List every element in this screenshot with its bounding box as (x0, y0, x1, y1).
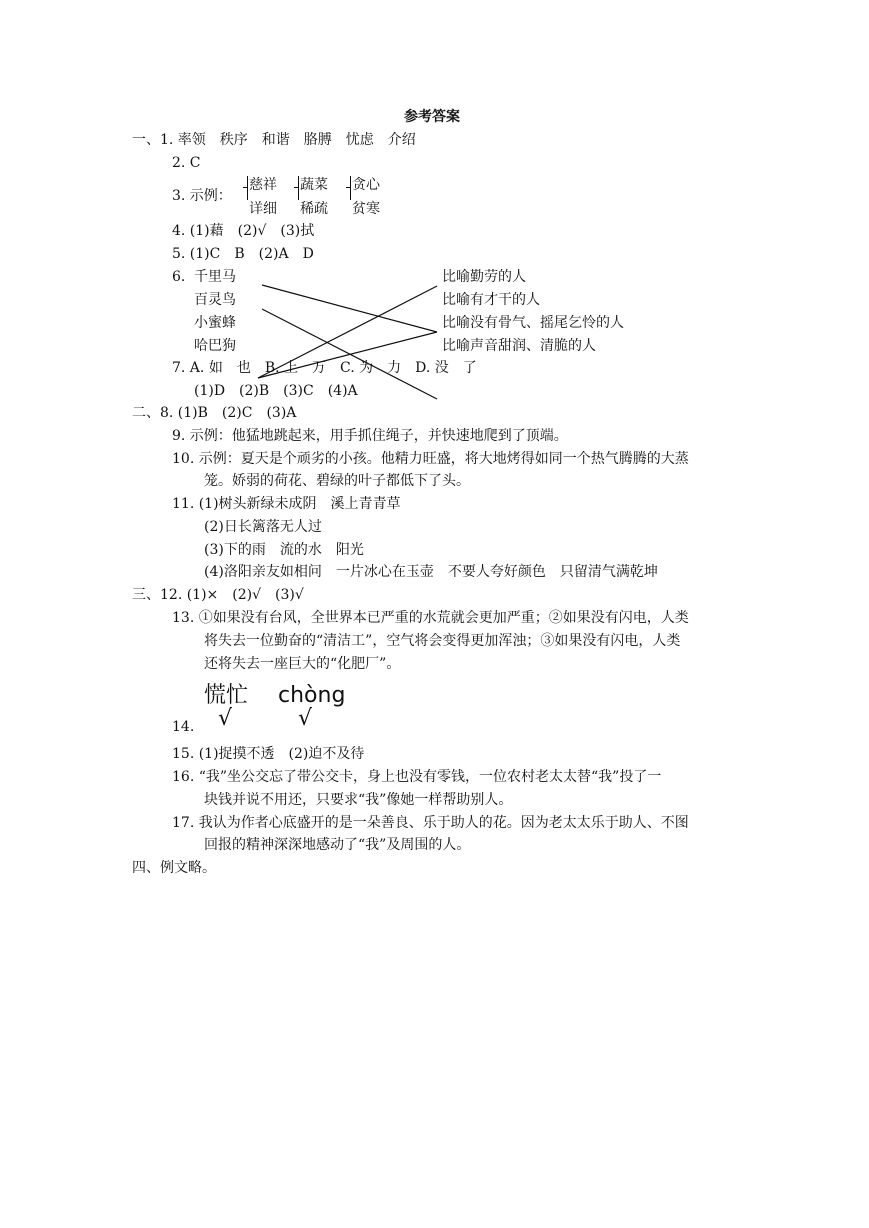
match-line (262, 285, 437, 332)
q5: 5. (1)C B (2)A D (172, 246, 314, 262)
q6-label: 6. (172, 269, 186, 285)
q12: 三、12. (1)× (2)√ (3)√ (132, 587, 304, 603)
q3-word: 慈祥 (249, 177, 277, 193)
q6-right-item: 比喻有才干的人 (442, 292, 540, 308)
q3-word: 贪心 (352, 177, 380, 193)
q16-line1: 16. “我”坐公交忘了带公交卡，身上也没有零钱，一位农村老太太替“我”投了一 (172, 769, 662, 785)
q4: 4. (1)藉 (2)√ (3)拭 (172, 223, 315, 239)
page-title: 参考答案 (404, 109, 460, 125)
q14-word-1: 慌忙 (204, 683, 249, 708)
q7b: (1)D (2)B (3)C (4)A (194, 383, 358, 399)
q3-word: 详细 (249, 201, 277, 217)
check-icon: √ (218, 706, 233, 731)
q6-right-item: 比喻没有骨气、摇尾乞怜的人 (442, 315, 624, 331)
q1: 一、1. 率领 秩序 和谐 胳膊 忧虑 介绍 (132, 132, 416, 148)
q14-word-2: chòng (278, 683, 346, 708)
match-line (258, 286, 437, 378)
q3-label: 3. 示例： (172, 188, 232, 204)
q15: 15. (1)捉摸不透 (2)迫不及待 (172, 746, 365, 762)
q14: 14. (172, 719, 195, 735)
q11-line2: (2)日长篱落无人过 (204, 519, 322, 535)
check-icon: √ (298, 706, 313, 731)
q8: 二、8. (1)B (2)C (3)A (132, 405, 297, 421)
q6-right-item: 比喻声音甜润、清脆的人 (442, 338, 596, 354)
q6-left-item: 哈巴狗 (194, 338, 236, 354)
q17-line2: 回报的精神深深地感动了“我”及周围的人。 (204, 837, 471, 853)
q6-left-item: 百灵鸟 (194, 292, 236, 308)
q16-line2: 块钱并说不用还，只要求“我”像她一样帮助别人。 (204, 792, 513, 808)
match-line (258, 332, 437, 378)
q9: 9. 示例：他猛地跳起来，用手抓住绳子，并快速地爬到了顶端。 (172, 428, 568, 444)
section-4: 四、例文略。 (132, 860, 216, 876)
q13-line3: 还将失去一座巨大的“化肥厂”。 (204, 656, 401, 672)
q11-line4: (4)洛阳亲友如相问 一片冰心在玉壶 不要人夸好颜色 只留清气满乾坤 (204, 564, 658, 580)
q10-line1: 10. 示例：夏天是个顽劣的小孩。他精力旺盛，将大地烤得如同一个热气腾腾的大蒸 (172, 451, 689, 467)
q11-line1: 11. (1)树头新绿未成阴 溪上青青草 (172, 496, 401, 512)
q10-line2: 笼。娇弱的荷花、碧绿的叶子都低下了头。 (204, 473, 470, 489)
q3-word: 贫寒 (352, 201, 380, 217)
q17-line1: 17. 我认为作者心底盛开的是一朵善良、乐于助人的花。因为老太太乐于助人、不图 (172, 815, 689, 831)
q6-left-item: 千里马 (194, 269, 236, 285)
q3-word: 蔬菜 (300, 177, 328, 193)
q11-line3: (3)下的雨 流的水 阳光 (204, 542, 364, 558)
q6-left-item: 小蜜蜂 (194, 315, 236, 331)
q13-line1: 13. ①如果没有台风，全世界本已严重的水荒就会更加严重；②如果没有闪电，人类 (172, 610, 689, 626)
q3-word: 稀疏 (300, 201, 328, 217)
q7: 7. A. 如 也 B. 上 万 C. 为 力 D. 没 了 (172, 360, 477, 376)
q2: 2. C (172, 155, 201, 171)
q6-right-item: 比喻勤劳的人 (442, 269, 526, 285)
q13-line2: 将失去一位勤奋的“清洁工”，空气将会变得更加浑浊；③如果没有闪电，人类 (204, 633, 681, 649)
